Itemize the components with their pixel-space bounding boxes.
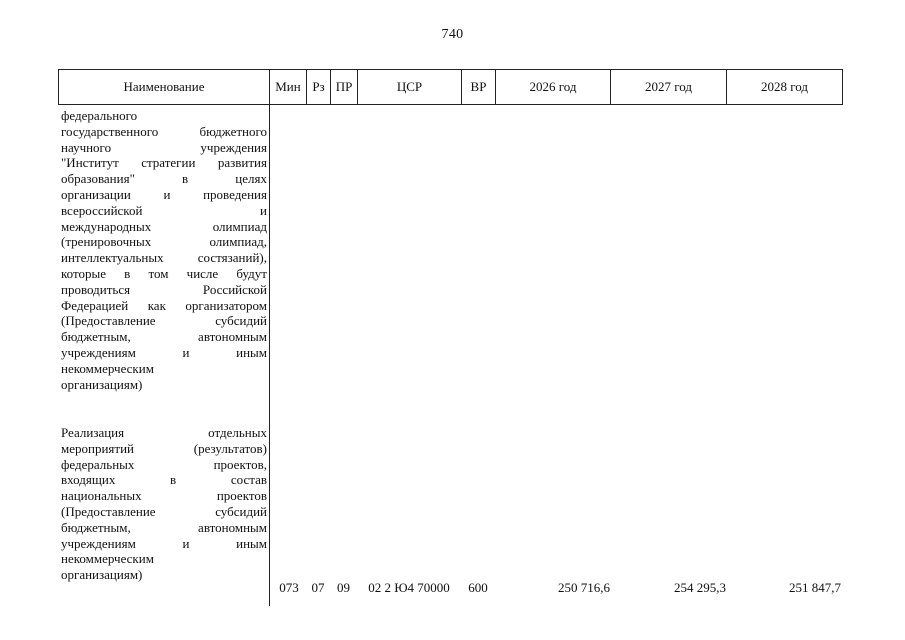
description-word: автономным xyxy=(198,329,267,345)
description-word: некоммерческим xyxy=(61,551,154,567)
description-word: бюджетным, xyxy=(61,519,131,535)
header-name: Наименование xyxy=(59,70,270,104)
description-word: организации xyxy=(61,186,131,202)
description-line xyxy=(61,520,267,536)
description-line xyxy=(61,171,267,187)
description-word: субсидий xyxy=(215,503,267,519)
description-word: олимпиад, xyxy=(209,234,267,250)
description-line xyxy=(61,234,267,250)
description-word: (Предоставление xyxy=(61,313,156,329)
description-line xyxy=(61,203,267,219)
description-word: образования" xyxy=(61,171,135,187)
description-word: отдельных xyxy=(208,425,267,440)
description-word: будут xyxy=(236,265,267,281)
description-line xyxy=(61,266,267,282)
table-header xyxy=(58,69,843,105)
table-row xyxy=(61,425,267,583)
description-word: олимпиад xyxy=(212,218,267,234)
description-word: (результатов) xyxy=(193,440,267,456)
description-word: бюджетным, xyxy=(61,329,131,345)
description-line xyxy=(61,551,267,567)
description-word: в xyxy=(182,171,189,187)
description-word: входящих xyxy=(61,472,116,488)
column-divider xyxy=(269,104,270,606)
description-line xyxy=(61,536,267,552)
description-word: организатором xyxy=(185,297,267,313)
description-word: состязаний), xyxy=(197,250,267,266)
description-line xyxy=(61,504,267,520)
description-word: том xyxy=(148,265,169,281)
description-word: проектов, xyxy=(213,456,267,472)
description-word: (Предоставление xyxy=(61,503,156,519)
description-word: в xyxy=(170,472,177,488)
description-word: бюджетного xyxy=(199,123,267,139)
description-word: Федерацией xyxy=(61,297,129,313)
description-line xyxy=(61,155,267,171)
description-word: федерального xyxy=(61,108,138,123)
cell-rz: 07 xyxy=(311,580,325,595)
description-line xyxy=(61,140,267,156)
description-line xyxy=(61,124,267,140)
description-line xyxy=(61,488,267,504)
description-line xyxy=(61,219,267,235)
description-line xyxy=(61,361,267,377)
header-vr: ВР xyxy=(462,70,496,104)
description-word: организациям) xyxy=(61,567,143,583)
description-word: (тренировочных xyxy=(61,234,152,250)
description-line xyxy=(61,282,267,298)
description-word: национальных xyxy=(61,488,142,504)
description-word: международных xyxy=(61,218,152,234)
header-csr: ЦСР xyxy=(358,70,462,104)
table-row xyxy=(61,108,267,392)
description-word: организациям) xyxy=(61,376,143,392)
description-word: проводиться xyxy=(61,281,131,297)
description-line xyxy=(61,457,267,473)
page-number: 740 xyxy=(441,27,464,42)
cell-vr: 600 xyxy=(468,580,488,595)
description-word: проектов xyxy=(216,488,267,504)
cell-pr: 09 xyxy=(337,580,350,595)
description-word: и xyxy=(163,186,171,202)
description-word: иным xyxy=(236,344,267,360)
description-line xyxy=(61,567,267,583)
description-word: числе xyxy=(186,265,219,281)
description-line xyxy=(61,187,267,203)
description-word: и xyxy=(182,344,190,360)
description-line xyxy=(61,377,267,393)
cell-2026: 250 716,6 xyxy=(558,580,610,595)
header-pr: ПР xyxy=(331,70,358,104)
description-line xyxy=(61,108,267,124)
description-word: развития xyxy=(217,155,267,171)
description-line xyxy=(61,472,267,488)
description-line xyxy=(61,313,267,329)
description-word: автономным xyxy=(198,519,267,535)
description-word: стратегии xyxy=(141,155,196,171)
description-word: и xyxy=(260,202,267,218)
header-min: Мин xyxy=(270,70,307,104)
description-line xyxy=(61,345,267,361)
description-word: целях xyxy=(235,171,267,187)
description-word: как xyxy=(147,297,166,313)
description-word: Реализация xyxy=(61,425,125,440)
description-word: которые xyxy=(61,265,106,281)
description-word: учреждения xyxy=(200,139,267,155)
description-word: государственного xyxy=(61,123,159,139)
description-line xyxy=(61,250,267,266)
description-line xyxy=(61,425,267,441)
description-word: Российской xyxy=(202,281,267,297)
description-word: интеллектуальных xyxy=(61,250,164,266)
description-word: всероссийской xyxy=(61,202,143,218)
description-line xyxy=(61,329,267,345)
description-word: в xyxy=(124,265,131,281)
description-word: субсидий xyxy=(215,313,267,329)
description-word: учреждениям xyxy=(61,344,136,360)
header-2028: 2028 год xyxy=(761,79,808,94)
cell-csr: 02 2 Ю4 70000 xyxy=(368,580,450,595)
description-line xyxy=(61,441,267,457)
description-word: состав xyxy=(230,472,267,488)
description-word: учреждениям xyxy=(61,535,136,551)
header-2026: 2026 год xyxy=(496,70,611,104)
description-line xyxy=(61,298,267,314)
description-word: "Институт xyxy=(61,155,119,171)
description-word: иным xyxy=(236,535,267,551)
description-word: и xyxy=(182,535,190,551)
description-word: некоммерческим xyxy=(61,360,154,376)
description-word: мероприятий xyxy=(61,440,134,456)
cell-2027: 254 295,3 xyxy=(674,580,726,595)
cell-min: 073 xyxy=(279,580,299,595)
cell-2028: 251 847,7 xyxy=(789,580,841,595)
header-rz: Рз xyxy=(307,70,331,104)
description-word: проведения xyxy=(203,186,267,202)
description-word: федеральных xyxy=(61,456,135,472)
description-word: научного xyxy=(61,139,112,155)
header-2027: 2027 год xyxy=(611,70,727,104)
